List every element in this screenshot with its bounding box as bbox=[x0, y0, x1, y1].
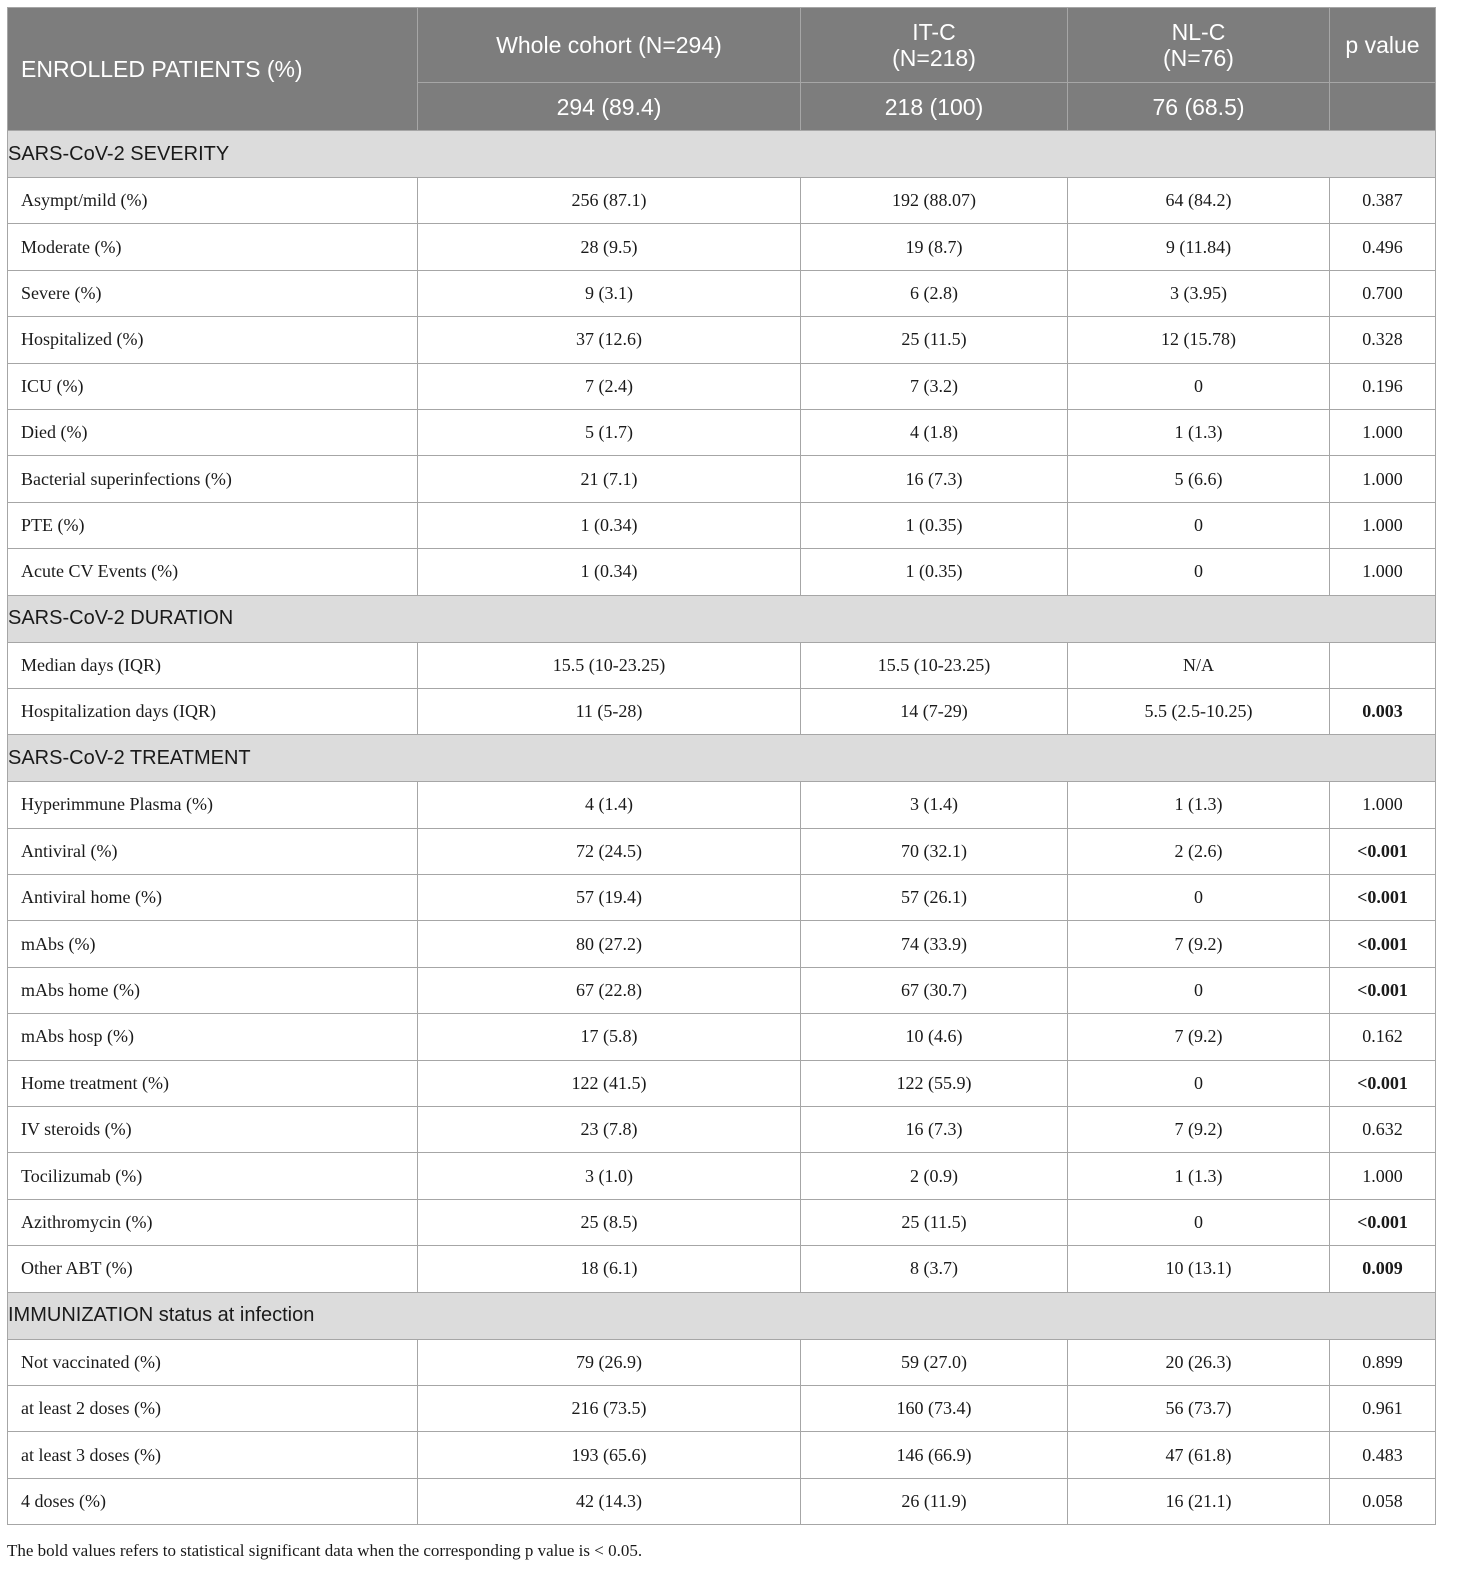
whole-cohort-value: 1 (0.34) bbox=[418, 549, 801, 595]
itc-value: 192 (88.07) bbox=[801, 178, 1068, 224]
itc-value: 25 (11.5) bbox=[801, 1199, 1068, 1245]
p-value: 0.483 bbox=[1330, 1432, 1436, 1478]
whole-cohort-value: 28 (9.5) bbox=[418, 224, 801, 270]
row-label: ICU (%) bbox=[8, 363, 418, 409]
p-value: 1.000 bbox=[1330, 456, 1436, 502]
nlc-value: 0 bbox=[1068, 875, 1330, 921]
nlc-value: 5 (6.6) bbox=[1068, 456, 1330, 502]
table-row bbox=[8, 363, 1436, 409]
nlc-value: 0 bbox=[1068, 1060, 1330, 1106]
itc-value: 74 (33.9) bbox=[801, 921, 1068, 967]
table-row bbox=[8, 409, 1436, 455]
whole-cohort-value: 4 (1.4) bbox=[418, 782, 801, 828]
row-label: Hyperimmune Plasma (%) bbox=[8, 782, 418, 828]
nlc-value: 1 (1.3) bbox=[1068, 409, 1330, 455]
nlc-value: 1 (1.3) bbox=[1068, 1153, 1330, 1199]
row-label: Severe (%) bbox=[8, 270, 418, 316]
nlc-value: 64 (84.2) bbox=[1068, 178, 1330, 224]
itc-value: 122 (55.9) bbox=[801, 1060, 1068, 1106]
table-row bbox=[8, 178, 1436, 224]
whole-cohort-value: 21 (7.1) bbox=[418, 456, 801, 502]
row-label: at least 2 doses (%) bbox=[8, 1385, 418, 1431]
table-row bbox=[8, 270, 1436, 316]
whole-cohort-value: 256 (87.1) bbox=[418, 178, 801, 224]
enrolled-patients-header: ENROLLED PATIENTS (%) bbox=[8, 8, 418, 131]
table-row bbox=[8, 875, 1436, 921]
nlc-value: 3 (3.95) bbox=[1068, 270, 1330, 316]
p-value: <0.001 bbox=[1330, 1199, 1436, 1245]
row-label: mAbs (%) bbox=[8, 921, 418, 967]
row-label: 4 doses (%) bbox=[8, 1478, 418, 1524]
whole-cohort-value: 18 (6.1) bbox=[418, 1246, 801, 1292]
nlc-value: 10 (13.1) bbox=[1068, 1246, 1330, 1292]
p-value: 0.700 bbox=[1330, 270, 1436, 316]
p-value: 1.000 bbox=[1330, 549, 1436, 595]
section-title: SARS-CoV-2 SEVERITY bbox=[8, 131, 1436, 178]
table-footnote: The bold values refers to statistical significant data when the corresponding p value is < 0.05. bbox=[7, 1541, 643, 1560]
itc-value: 1 (0.35) bbox=[801, 502, 1068, 548]
nlc-value: 0 bbox=[1068, 549, 1330, 595]
itc-value: 16 (7.3) bbox=[801, 1107, 1068, 1153]
itc-value: 59 (27.0) bbox=[801, 1339, 1068, 1385]
section-title: IMMUNIZATION status at infection bbox=[8, 1292, 1436, 1339]
nlc-value: 0 bbox=[1068, 363, 1330, 409]
whole-cohort-value: 17 (5.8) bbox=[418, 1014, 801, 1060]
whole-cohort-value: 216 (73.5) bbox=[418, 1385, 801, 1431]
whole-cohort-value: 11 (5-28) bbox=[418, 688, 801, 734]
row-label: Median days (IQR) bbox=[8, 642, 418, 688]
nlc-value: 56 (73.7) bbox=[1068, 1385, 1330, 1431]
itc-value: 3 (1.4) bbox=[801, 782, 1068, 828]
whole-cohort-value: 37 (12.6) bbox=[418, 317, 801, 363]
table-row bbox=[8, 1014, 1436, 1060]
table-row bbox=[8, 1432, 1436, 1478]
nlc-value: 47 (61.8) bbox=[1068, 1432, 1330, 1478]
itc-value: 14 (7-29) bbox=[801, 688, 1068, 734]
itc-value: 57 (26.1) bbox=[801, 875, 1068, 921]
header-row bbox=[8, 8, 1436, 83]
row-label: Asympt/mild (%) bbox=[8, 178, 418, 224]
whole-cohort-value: 193 (65.6) bbox=[418, 1432, 801, 1478]
nlc-value: 0 bbox=[1068, 502, 1330, 548]
whole-cohort-value: 80 (27.2) bbox=[418, 921, 801, 967]
row-label: mAbs home (%) bbox=[8, 967, 418, 1013]
nlc-value: 7 (9.2) bbox=[1068, 1107, 1330, 1153]
row-label: Azithromycin (%) bbox=[8, 1199, 418, 1245]
nlc-header: NL-C (N=76) bbox=[1068, 8, 1330, 83]
section-header-row bbox=[8, 735, 1436, 782]
itc-value: 160 (73.4) bbox=[801, 1385, 1068, 1431]
table-row bbox=[8, 502, 1436, 548]
nlc-value: 1 (1.3) bbox=[1068, 782, 1330, 828]
p-value: 0.328 bbox=[1330, 317, 1436, 363]
section-title: SARS-CoV-2 TREATMENT bbox=[8, 735, 1436, 782]
p-value: 0.387 bbox=[1330, 178, 1436, 224]
whole-cohort-value: 15.5 (10-23.25) bbox=[418, 642, 801, 688]
table-row bbox=[8, 317, 1436, 363]
nlc-value: 9 (11.84) bbox=[1068, 224, 1330, 270]
whole-cohort-value: 42 (14.3) bbox=[418, 1478, 801, 1524]
itc-value: 8 (3.7) bbox=[801, 1246, 1068, 1292]
table-row bbox=[8, 1199, 1436, 1245]
itc-value: 67 (30.7) bbox=[801, 967, 1068, 1013]
p-value: 0.961 bbox=[1330, 1385, 1436, 1431]
nlc-value: 0 bbox=[1068, 1199, 1330, 1245]
itc-value: 19 (8.7) bbox=[801, 224, 1068, 270]
itc-header: IT-C (N=218) bbox=[801, 8, 1068, 83]
whole-cohort-value: 23 (7.8) bbox=[418, 1107, 801, 1153]
p-value: 0.899 bbox=[1330, 1339, 1436, 1385]
row-label: Not vaccinated (%) bbox=[8, 1339, 418, 1385]
table-row bbox=[8, 782, 1436, 828]
section-header-row bbox=[8, 1292, 1436, 1339]
whole-cohort-value: 72 (24.5) bbox=[418, 828, 801, 874]
p-value: 0.196 bbox=[1330, 363, 1436, 409]
row-label: at least 3 doses (%) bbox=[8, 1432, 418, 1478]
p-value: <0.001 bbox=[1330, 921, 1436, 967]
results-table bbox=[7, 7, 1436, 1525]
row-label: Antiviral (%) bbox=[8, 828, 418, 874]
enrolled-nlc: 76 (68.5) bbox=[1068, 83, 1330, 131]
itc-value: 10 (4.6) bbox=[801, 1014, 1068, 1060]
itc-value: 7 (3.2) bbox=[801, 363, 1068, 409]
itc-value: 70 (32.1) bbox=[801, 828, 1068, 874]
table-row bbox=[8, 1478, 1436, 1524]
table-row bbox=[8, 1385, 1436, 1431]
nlc-value: 20 (26.3) bbox=[1068, 1339, 1330, 1385]
table-row bbox=[8, 1153, 1436, 1199]
nlc-value: 0 bbox=[1068, 967, 1330, 1013]
itc-value: 2 (0.9) bbox=[801, 1153, 1068, 1199]
p-value: 1.000 bbox=[1330, 409, 1436, 455]
p-value: 0.058 bbox=[1330, 1478, 1436, 1524]
table-row bbox=[8, 642, 1436, 688]
whole-cohort-value: 79 (26.9) bbox=[418, 1339, 801, 1385]
table-row bbox=[8, 921, 1436, 967]
section-title: SARS-CoV-2 DURATION bbox=[8, 595, 1436, 642]
table-row bbox=[8, 1107, 1436, 1153]
row-label: Antiviral home (%) bbox=[8, 875, 418, 921]
p-value: 0.632 bbox=[1330, 1107, 1436, 1153]
itc-value: 26 (11.9) bbox=[801, 1478, 1068, 1524]
row-label: Other ABT (%) bbox=[8, 1246, 418, 1292]
table-row bbox=[8, 688, 1436, 734]
p-value: 0.496 bbox=[1330, 224, 1436, 270]
table-row bbox=[8, 1339, 1436, 1385]
table-row bbox=[8, 549, 1436, 595]
itc-value: 1 (0.35) bbox=[801, 549, 1068, 595]
table-row bbox=[8, 1246, 1436, 1292]
nlc-value: 7 (9.2) bbox=[1068, 921, 1330, 967]
enrolled-p bbox=[1330, 83, 1436, 131]
section-header-row bbox=[8, 595, 1436, 642]
p-value: 1.000 bbox=[1330, 782, 1436, 828]
row-label: Tocilizumab (%) bbox=[8, 1153, 418, 1199]
table-row bbox=[8, 456, 1436, 502]
p-value bbox=[1330, 642, 1436, 688]
nlc-value: 7 (9.2) bbox=[1068, 1014, 1330, 1060]
results-table-container bbox=[7, 7, 1435, 1525]
itc-value: 25 (11.5) bbox=[801, 317, 1068, 363]
table-row bbox=[8, 224, 1436, 270]
itc-value: 4 (1.8) bbox=[801, 409, 1068, 455]
table-row bbox=[8, 1060, 1436, 1106]
p-value: 1.000 bbox=[1330, 1153, 1436, 1199]
row-label: Died (%) bbox=[8, 409, 418, 455]
row-label: Bacterial superinfections (%) bbox=[8, 456, 418, 502]
nlc-value: 2 (2.6) bbox=[1068, 828, 1330, 874]
section-header-row bbox=[8, 131, 1436, 178]
whole-cohort-value: 7 (2.4) bbox=[418, 363, 801, 409]
p-value: <0.001 bbox=[1330, 967, 1436, 1013]
nlc-value: 12 (15.78) bbox=[1068, 317, 1330, 363]
row-label: mAbs hosp (%) bbox=[8, 1014, 418, 1060]
row-label: Moderate (%) bbox=[8, 224, 418, 270]
row-label: Hospitalization days (IQR) bbox=[8, 688, 418, 734]
nlc-value: N/A bbox=[1068, 642, 1330, 688]
whole-cohort-value: 1 (0.34) bbox=[418, 502, 801, 548]
whole-cohort-header: Whole cohort (N=294) bbox=[418, 8, 801, 83]
itc-value: 146 (66.9) bbox=[801, 1432, 1068, 1478]
row-label: Home treatment (%) bbox=[8, 1060, 418, 1106]
enrolled-whole: 294 (89.4) bbox=[418, 83, 801, 131]
whole-cohort-value: 3 (1.0) bbox=[418, 1153, 801, 1199]
itc-value: 15.5 (10-23.25) bbox=[801, 642, 1068, 688]
itc-value: 6 (2.8) bbox=[801, 270, 1068, 316]
whole-cohort-value: 25 (8.5) bbox=[418, 1199, 801, 1245]
whole-cohort-value: 57 (19.4) bbox=[418, 875, 801, 921]
p-value: 0.009 bbox=[1330, 1246, 1436, 1292]
whole-cohort-value: 9 (3.1) bbox=[418, 270, 801, 316]
whole-cohort-value: 5 (1.7) bbox=[418, 409, 801, 455]
enrolled-itc: 218 (100) bbox=[801, 83, 1068, 131]
p-value-header: p value bbox=[1330, 8, 1436, 83]
table-row bbox=[8, 967, 1436, 1013]
nlc-value: 16 (21.1) bbox=[1068, 1478, 1330, 1524]
row-label: IV steroids (%) bbox=[8, 1107, 418, 1153]
row-label: PTE (%) bbox=[8, 502, 418, 548]
whole-cohort-value: 122 (41.5) bbox=[418, 1060, 801, 1106]
table-row bbox=[8, 828, 1436, 874]
nlc-value: 5.5 (2.5-10.25) bbox=[1068, 688, 1330, 734]
p-value: 1.000 bbox=[1330, 502, 1436, 548]
p-value: <0.001 bbox=[1330, 1060, 1436, 1106]
row-label: Hospitalized (%) bbox=[8, 317, 418, 363]
p-value: <0.001 bbox=[1330, 875, 1436, 921]
p-value: 0.162 bbox=[1330, 1014, 1436, 1060]
itc-value: 16 (7.3) bbox=[801, 456, 1068, 502]
p-value: 0.003 bbox=[1330, 688, 1436, 734]
p-value: <0.001 bbox=[1330, 828, 1436, 874]
whole-cohort-value: 67 (22.8) bbox=[418, 967, 801, 1013]
row-label: Acute CV Events (%) bbox=[8, 549, 418, 595]
